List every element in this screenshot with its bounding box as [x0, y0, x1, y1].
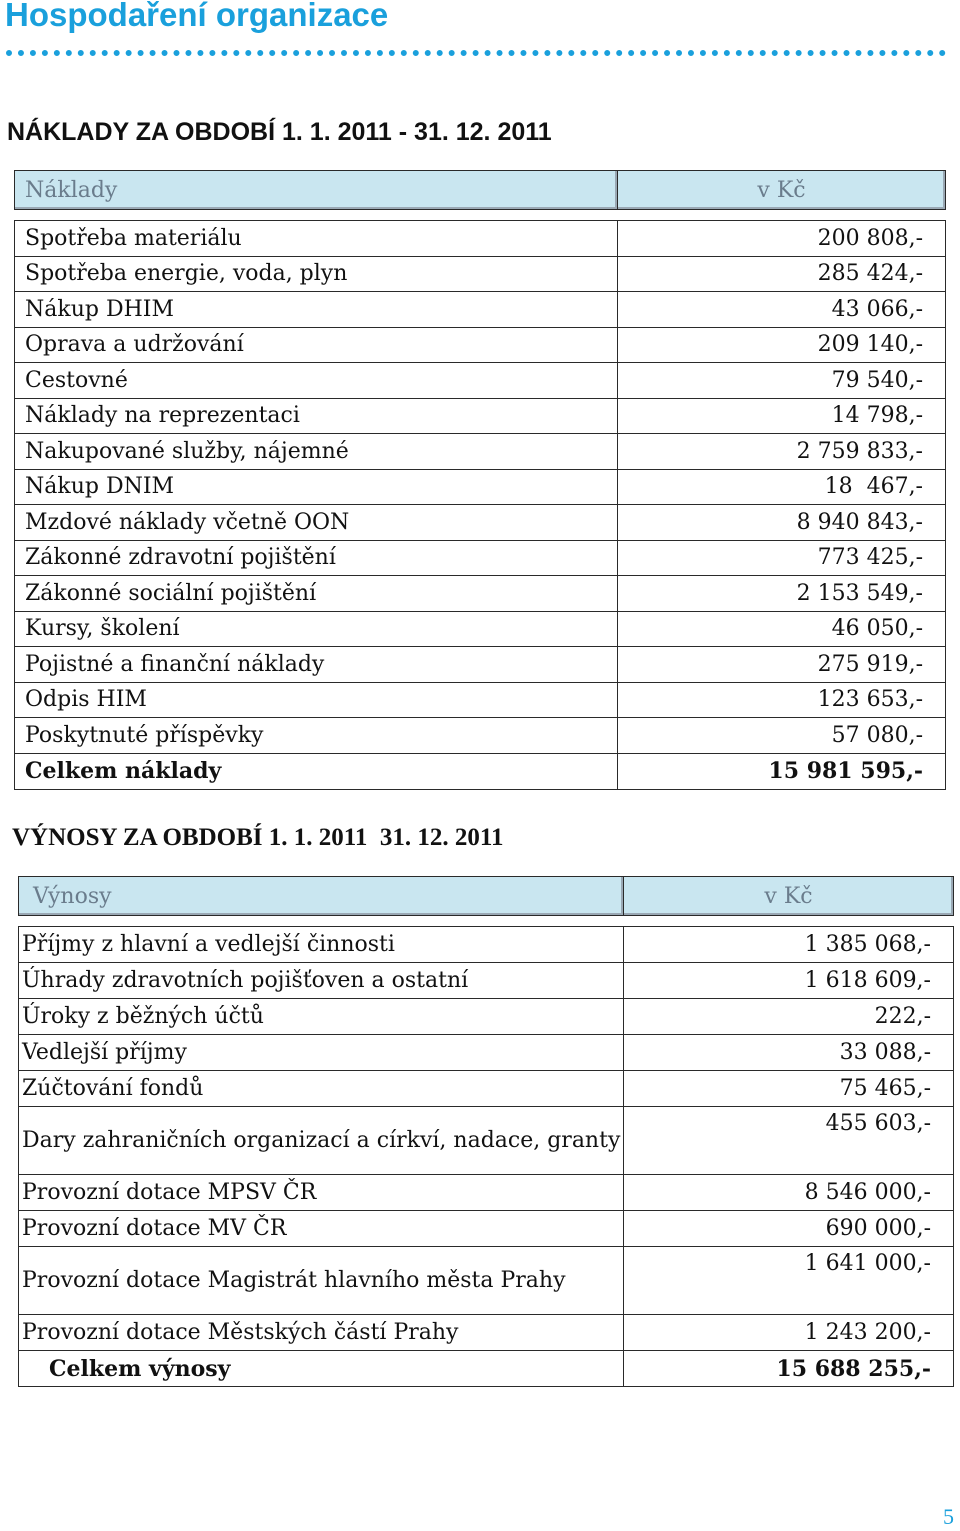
cost-label: Poskytnuté příspěvky: [15, 718, 618, 754]
revenue-value: 1 385 068,-: [624, 927, 954, 963]
table-row: [15, 576, 946, 612]
cost-value: 200 808,-: [618, 221, 946, 257]
revenues-col-value: v Kč: [624, 877, 954, 916]
revenues-heading: VÝNOSY ZA OBDOBÍ 1. 1. 2011 31. 12. 2011: [12, 824, 504, 851]
page-title: Hospodaření organizace: [5, 0, 389, 33]
page-number: 5: [943, 1504, 954, 1529]
cost-value: 123 653,-: [618, 682, 946, 718]
revenue-label: Příjmy z hlavní a vedlejší činnosti: [19, 927, 624, 963]
revenue-value: 455 603,-: [624, 1107, 954, 1175]
revenue-label: Provozní dotace Magistrát hlavního města Prahy: [19, 1247, 624, 1315]
table-row: [19, 1035, 954, 1071]
table-row: [19, 1071, 954, 1107]
cost-value: 2 759 833,-: [618, 434, 946, 470]
revenue-value: 33 088,-: [624, 1035, 954, 1071]
revenue-label: Zúčtování fondů: [19, 1071, 624, 1107]
cost-label: Nákup DNIM: [15, 469, 618, 505]
table-row: [15, 363, 946, 399]
table-row: [15, 327, 946, 363]
costs-heading: NÁKLADY ZA OBDOBÍ 1. 1. 2011 - 31. 12. 2011: [7, 118, 552, 146]
revenues-total-value: 15 688 255,-: [624, 1351, 954, 1387]
cost-label: Zákonné zdravotní pojištění: [15, 540, 618, 576]
table-row: [19, 963, 954, 999]
revenues-total-row: [19, 1351, 954, 1387]
cost-value: 57 080,-: [618, 718, 946, 754]
table-row: [15, 505, 946, 541]
cost-value: 285 424,-: [618, 256, 946, 292]
cost-label: Pojistné a finanční náklady: [15, 647, 618, 683]
revenue-label: Provozní dotace Městských částí Prahy: [19, 1315, 624, 1351]
cost-label: Odpis HIM: [15, 682, 618, 718]
cost-label: Spotřeba materiálu: [15, 221, 618, 257]
revenue-label: Úroky z běžných účtů: [19, 999, 624, 1035]
revenue-label: Provozní dotace MV ČR: [19, 1211, 624, 1247]
revenue-label: Vedlejší příjmy: [19, 1035, 624, 1071]
table-row: [15, 647, 946, 683]
revenue-label: Provozní dotace MPSV ČR: [19, 1175, 624, 1211]
cost-value: 8 940 843,-: [618, 505, 946, 541]
cost-value: 275 919,-: [618, 647, 946, 683]
table-row: [19, 999, 954, 1035]
table-row: [15, 434, 946, 470]
table-row: [15, 398, 946, 434]
cost-value: 18 467,-: [618, 469, 946, 505]
table-row: [15, 221, 946, 257]
revenue-value: 690 000,-: [624, 1211, 954, 1247]
cost-value: 773 425,-: [618, 540, 946, 576]
revenue-value: 1 243 200,-: [624, 1315, 954, 1351]
cost-label: Cestovné: [15, 363, 618, 399]
revenue-value: 1 641 000,-: [624, 1247, 954, 1315]
cost-label: Kursy, školení: [15, 611, 618, 647]
cost-value: 79 540,-: [618, 363, 946, 399]
table-row: [15, 469, 946, 505]
table-row: [15, 292, 946, 328]
cost-value: 209 140,-: [618, 327, 946, 363]
table-row: [15, 718, 946, 754]
revenues-total-label: Celkem výnosy: [19, 1351, 624, 1387]
costs-table: [14, 170, 946, 790]
revenues-col-label: Výnosy: [19, 877, 624, 916]
costs-total-label: Celkem náklady: [15, 753, 618, 789]
table-row: [15, 540, 946, 576]
table-row: [15, 256, 946, 292]
cost-value: 43 066,-: [618, 292, 946, 328]
cost-value: 46 050,-: [618, 611, 946, 647]
table-row: [19, 1175, 954, 1211]
cost-label: Mzdové náklady včetně OON: [15, 505, 618, 541]
cost-label: Spotřeba energie, voda, plyn: [15, 256, 618, 292]
table-row: [19, 1247, 954, 1315]
title-divider: [6, 50, 946, 56]
cost-value: 2 153 549,-: [618, 576, 946, 612]
costs-table-header: [15, 171, 946, 210]
revenues-table: [18, 876, 954, 1387]
costs-col-value: v Kč: [618, 171, 946, 210]
revenue-value: 1 618 609,-: [624, 963, 954, 999]
cost-label: Zákonné sociální pojištění: [15, 576, 618, 612]
revenue-value: 8 546 000,-: [624, 1175, 954, 1211]
cost-value: 14 798,-: [618, 398, 946, 434]
costs-total-value: 15 981 595,-: [618, 753, 946, 789]
table-row: [19, 927, 954, 963]
revenue-value: 75 465,-: [624, 1071, 954, 1107]
cost-label: Nakupované služby, nájemné: [15, 434, 618, 470]
cost-label: Oprava a udržování: [15, 327, 618, 363]
table-row: [19, 1107, 954, 1175]
cost-label: Nákup DHIM: [15, 292, 618, 328]
table-row: [19, 1315, 954, 1351]
revenue-label: Úhrady zdravotních pojišťoven a ostatní: [19, 963, 624, 999]
costs-col-label: Náklady: [15, 171, 618, 210]
costs-total-row: [15, 753, 946, 789]
cost-label: Náklady na reprezentaci: [15, 398, 618, 434]
revenue-label: Dary zahraničních organizací a církví, nadace, granty: [19, 1107, 624, 1175]
table-row: [15, 682, 946, 718]
revenues-table-header: [19, 877, 954, 916]
revenue-value: 222,-: [624, 999, 954, 1035]
table-row: [19, 1211, 954, 1247]
table-row: [15, 611, 946, 647]
